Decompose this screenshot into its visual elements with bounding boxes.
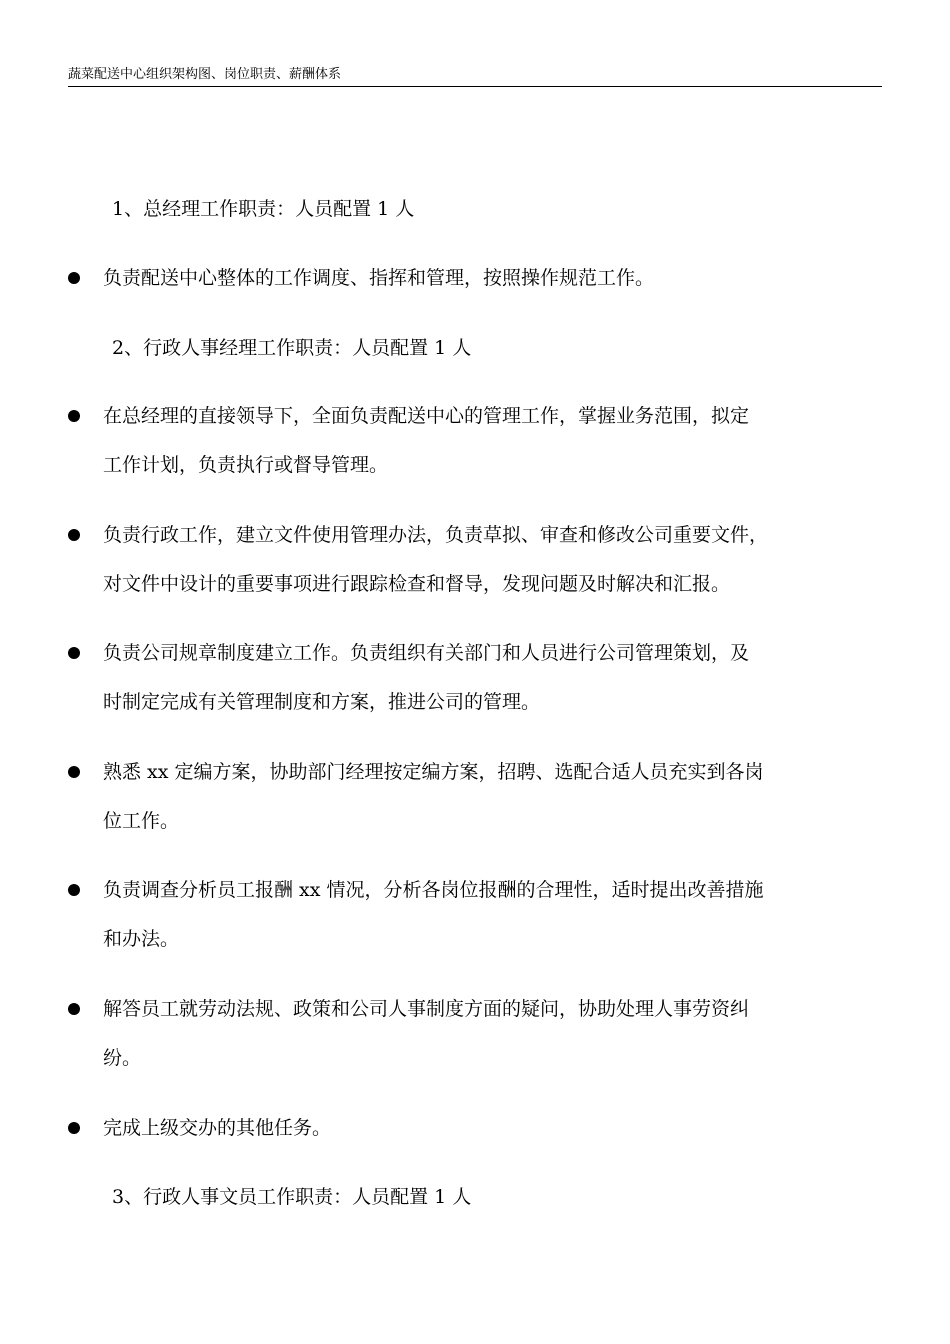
duty-item: [103, 760, 875, 833]
duty-line: 工作计划，负责执行或督导管理。: [103, 454, 389, 476]
section-heading-2: 2、行政人事经理工作职责：人员配置 1 人: [112, 337, 472, 359]
duty-item: [103, 523, 875, 596]
duty-line: 负责行政工作，建立文件使用管理办法，负责草拟、审查和修改公司重要文件，: [103, 524, 769, 546]
duty-line: 完成上级交办的其他任务。: [103, 1117, 332, 1139]
duty-line: 纷。: [103, 1047, 142, 1069]
bullet-icon: [68, 529, 80, 541]
duty-line: 熟悉 xx 定编方案，协助部门经理按定编方案，招聘、选配合适人员充实到各岗: [103, 761, 764, 783]
bullet-icon: [68, 1122, 80, 1134]
duty-line: 在总经理的直接领导下，全面负责配送中心的管理工作，掌握业务范围，拟定: [103, 405, 750, 427]
bullet-icon: [68, 766, 80, 778]
duty-item: [103, 404, 875, 477]
duty-line: 和办法。: [103, 928, 180, 950]
duty-line: 负责调查分析员工报酬 xx 情况，分析各岗位报酬的合理性，适时提出改善措施: [103, 879, 764, 901]
duty-line: 对文件中设计的重要事项进行跟踪检查和督导，发现问题及时解决和汇报。: [103, 573, 731, 595]
bullet-icon: [68, 1003, 80, 1015]
bullet-icon: [68, 272, 80, 284]
duty-item: [103, 878, 875, 951]
duty-item: [103, 266, 875, 290]
duty-item: [103, 997, 875, 1070]
header-title: 蔬菜配送中心组织架构图、岗位职责、薪酬体系: [68, 67, 342, 82]
duty-line: 负责公司规章制度建立工作。负责组织有关部门和人员进行公司管理策划，及: [103, 642, 750, 664]
bullet-icon: [68, 884, 80, 896]
bullet-icon: [68, 647, 80, 659]
bullet-icon: [68, 410, 80, 422]
section-heading-1: 1、总经理工作职责：人员配置 1 人: [112, 198, 415, 220]
page-header: [68, 64, 882, 87]
duty-line: 时制定完成有关管理制度和方案，推进公司的管理。: [103, 691, 541, 713]
duty-line: 位工作。: [103, 810, 180, 832]
duty-line: 解答员工就劳动法规、政策和公司人事制度方面的疑问，协助处理人事劳资纠: [103, 998, 750, 1020]
duty-line: 负责配送中心整体的工作调度、指挥和管理，按照操作规范工作。: [103, 267, 655, 289]
section-heading-3: 3、行政人事文员工作职责：人员配置 1 人: [112, 1186, 472, 1208]
duty-item: [103, 641, 875, 714]
duty-item: [103, 1116, 875, 1140]
